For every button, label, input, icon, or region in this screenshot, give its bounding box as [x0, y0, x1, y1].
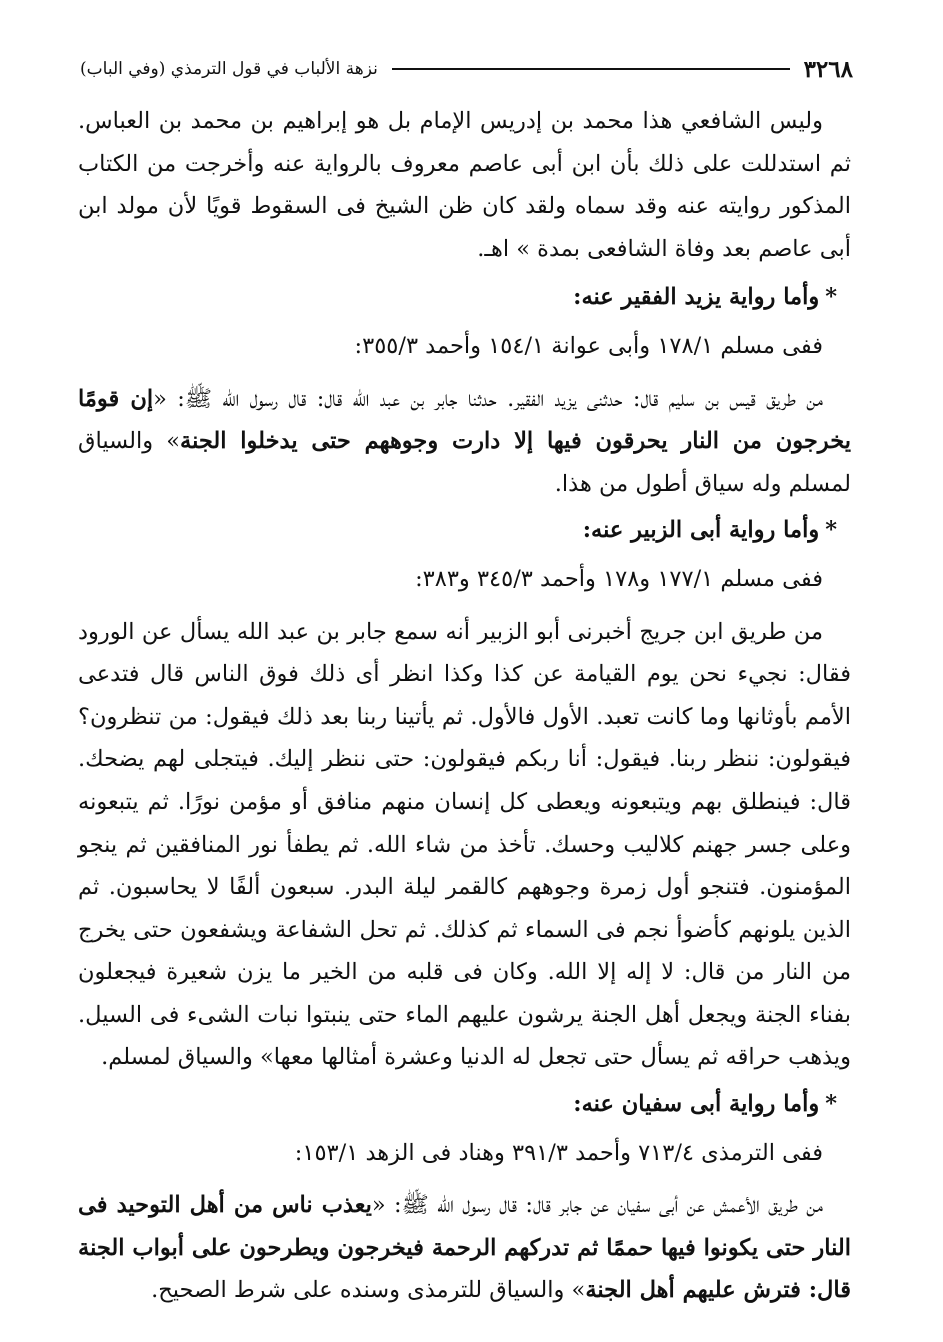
- paragraph-4: [78, 1184, 851, 1312]
- paragraph-2-outro: » والسياق لمسلم وله سياق أطول من هذا.: [78, 428, 851, 497]
- section-heading-abu-sufyan: [78, 1083, 851, 1126]
- source-yazid: ففى مسلم ١٧٨/١ وأبى عوانة ١٥٤/١ وأحمد ٣٥٥/٣:: [354, 332, 823, 359]
- paragraph-4-intro: من طريق الأعمش عن أبى سفيان عن جابر قال: قال رسول الله ﷺ: «: [371, 1192, 823, 1219]
- star-icon: *: [825, 284, 837, 311]
- hadith-text-2: يعذب ناس من أهل التوحيد فى النار حتى يكونوا فيها حممًا ثم تدركهم الرحمة فيخرجون ويطرحون على أبواب الجنة قال: فترش عليهم أهل الجنة: [78, 1192, 851, 1304]
- page-body: [78, 100, 851, 1312]
- page-header: [80, 52, 853, 86]
- header-rule: [392, 68, 790, 70]
- hadith-text-1: إن قومًا يخرجون من النار يحرقون فيها إلا دارت وجوههم حتى يدخلوا الجنة: [78, 385, 851, 455]
- source-abu-sufyan: ففى الترمذى ٧١٣/٤ وأحمد ٣٩١/٣ وهناد فى الزهد ١٥٣/١:: [294, 1139, 823, 1166]
- heading-abu-zubayr-text: وأما رواية أبى الزبير عنه:: [582, 517, 820, 544]
- paragraph-4-outro: » والسياق للترمذى وسنده على شرط الصحيح.: [151, 1277, 586, 1304]
- page-number: ٣٢٦٨: [803, 55, 853, 83]
- star-icon: *: [825, 1091, 837, 1118]
- section-heading-yazid: [78, 276, 851, 319]
- paragraph-3: من طريق ابن جريج أخبرنى أبو الزبير أنه سمع جابر بن عبد الله يسأل عن الورود فقال: نجيء نحن يوم القيامة عن كذا وكذا انظر أى ذلك فوق الناس قال فتدعى الأمم بأوثانها وما كانت تعبد. الأول فالأول. ثم يأتينا ربنا بعد ذلك فيقول: من تنظرون؟ فيقولون: ننظر ربنا. فيقول: أنا ربكم فيقولون: حتى ننظر إليك. فيتجلى لهم يضحك. قال: فينطلق بهم ويتبعونه ويعطى كل إنسان منهم منافق أو مؤمن نورًا. ثم يتبعونه وعلى جسر جهنم كلاليب وحسك. تأخذ من شاء الله. ثم يطفأ نور المنافقين ثم ينجو المؤمنون. فتنجو أول زمرة وجوههم كالقمر ليلة البدر. سبعون ألفًا لا يحاسبون. ثم الذين يلونهم كأضوأ نجم فى السماء ثم كذلك. ثم تحل الشفاعة ويشفعون حتى يخرج من النار من قال: لا إله إلا الله. وكان فى قلبه من الخير ما يزن شعيرة فيجعلون بفناء الجنة ويجعل أهل الجنة يرشون عليهم الماء حتى ينبتوا نبات الشىء فى السيل. ويذهب حراقه ثم يسأل حتى تجعل له الدنيا وعشرة أمثالها معها» والسياق لمسلم.: [78, 618, 851, 1071]
- source-abu-zubayr: ففى مسلم ١٧٧/١ و١٧٨ وأحمد ٣٤٥/٣ و٣٨٣:: [415, 565, 823, 592]
- heading-abu-sufyan-text: وأما رواية أبى سفيان عنه:: [573, 1091, 820, 1118]
- heading-yazid-text: وأما رواية يزيد الفقير عنه:: [573, 284, 820, 311]
- paragraph-2-intro: من طريق قيس بن سليم قال: حدثنى يزيد الفقير. حدثنا جابر بن عبد الله قال: قال رسول الله ﷺ: «: [153, 385, 823, 412]
- paragraph-1: وليس الشافعي هذا محمد بن إدريس الإمام بل هو إبراهيم بن محمد بن العباس. ثم استدللت على ذلك بأن ابن أبى عاصم معروف بالرواية عنه وأخرجت من الكتاب المذكور روايته عنه وقد سماه ولقد كان ظن الشيخ فى السقوط قويًا لأن مولد ابن أبى عاصم بعد وفاة الشافعى بمدة » اهـ.: [78, 108, 851, 262]
- paragraph-2: [78, 378, 851, 506]
- section-heading-abu-zubayr: [78, 509, 851, 552]
- star-icon: *: [825, 517, 837, 544]
- running-title: نزهة الألباب في قول الترمذي (وفي الباب): [80, 59, 378, 79]
